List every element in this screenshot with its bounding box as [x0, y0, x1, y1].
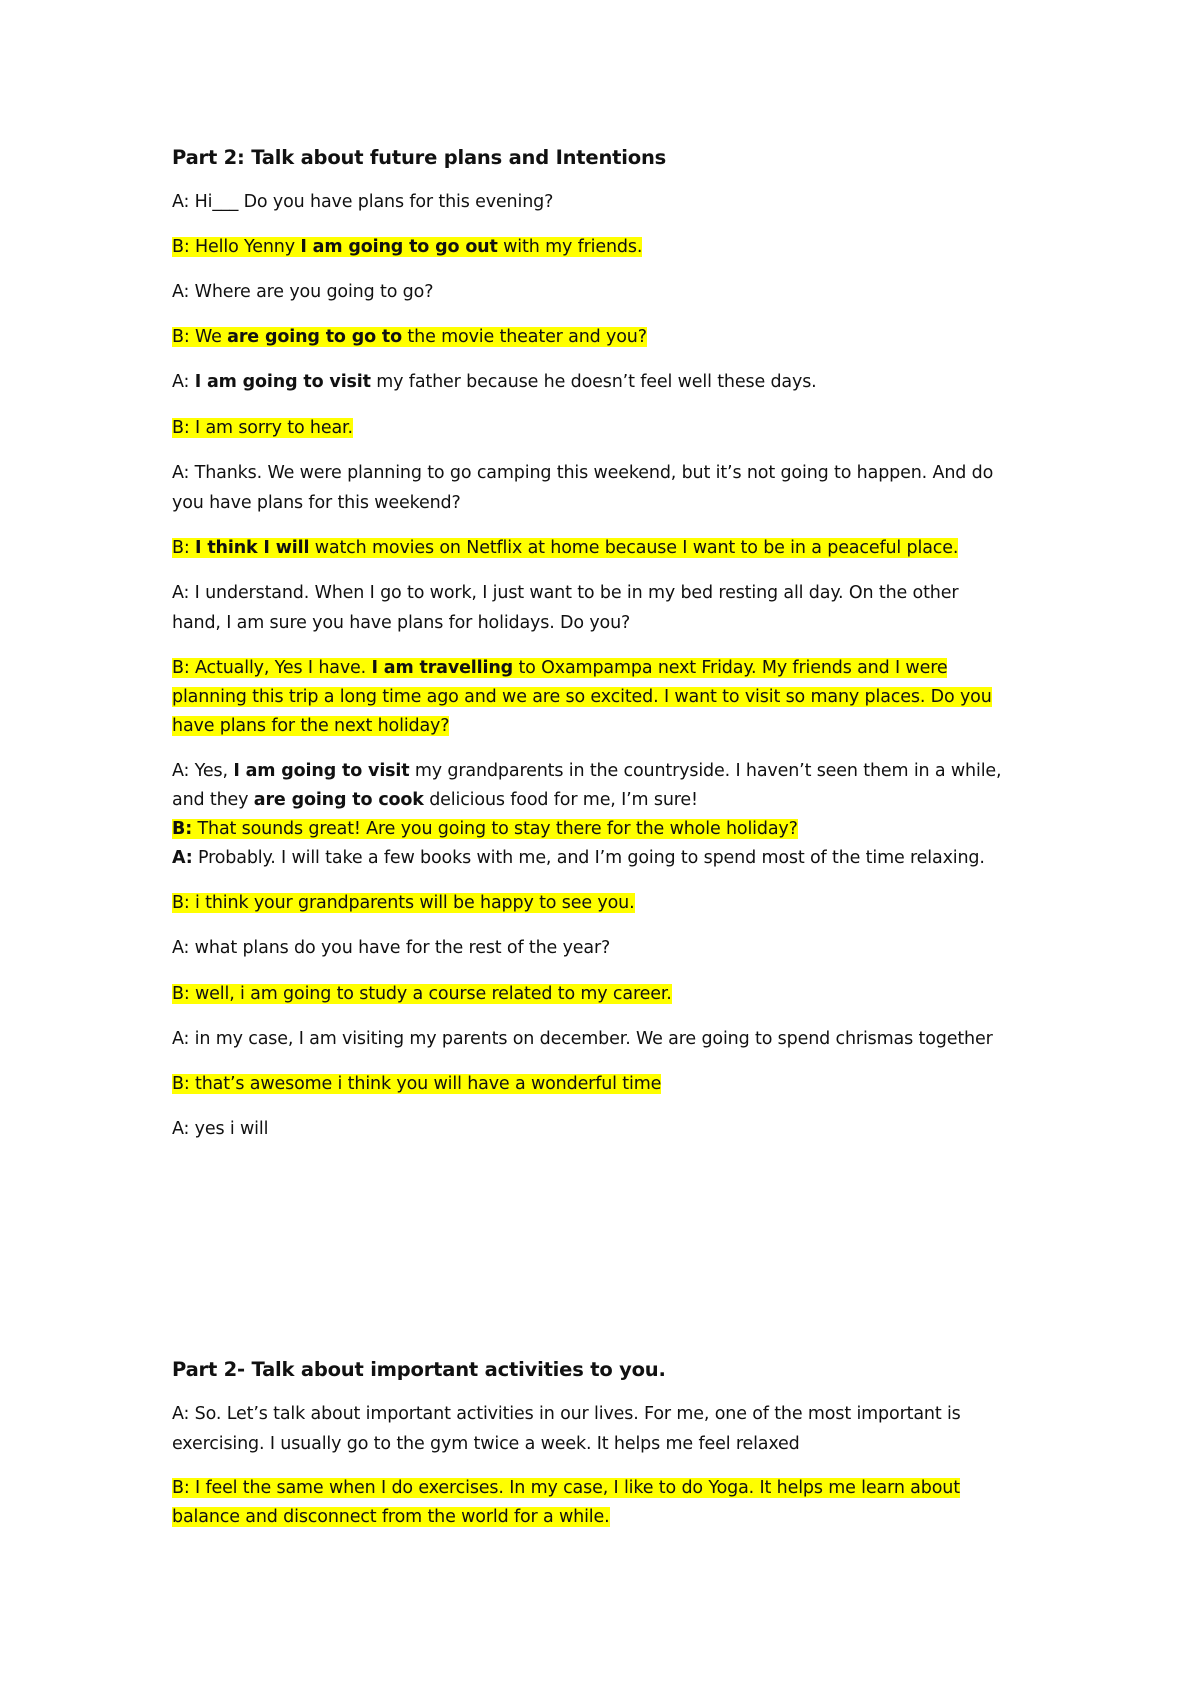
dialogue-line-2: [172, 233, 642, 262]
bold-phrase: I am going to visit: [194, 372, 371, 392]
highlighted-text: [172, 893, 635, 913]
text-run: A: yes i will: [172, 1119, 269, 1139]
text-run: A: Hi___ Do you have plans for this evening?: [172, 192, 554, 212]
text-run: the movie theater and you?: [402, 327, 647, 347]
dialogue-line-16: [172, 786, 698, 815]
dialogue-line-7: [172, 459, 993, 488]
text-run: A: I understand. When I go to work, I just want to be in my bed resting all day. On the other: [172, 583, 959, 603]
bold-phrase: I am going to visit: [233, 761, 410, 781]
dialogue-line-24: [172, 1115, 268, 1144]
dialogue-line-12: [172, 654, 947, 683]
bold-phrase: I am travelling: [371, 658, 514, 678]
text-run: B: We: [172, 327, 228, 347]
text-run: my father because he doesn’t feel well these days.: [370, 372, 817, 392]
text-run: B: Hello Yenny: [172, 237, 301, 257]
text-run: and they: [172, 790, 254, 810]
line-text: [172, 493, 461, 513]
line-text: [172, 938, 610, 958]
dialogue-line-11: [172, 609, 630, 638]
line-text: [172, 1434, 800, 1454]
dialogue-line-10: [172, 579, 958, 608]
highlighted-text: [172, 327, 647, 347]
text-run: That sounds great! Are you going to stay there for the whole holiday?: [192, 819, 798, 839]
line-text: [172, 761, 1001, 781]
dialogue-line-19: [172, 889, 635, 918]
dialogue-line-5: [172, 368, 817, 397]
text-run: A: what plans do you have for the rest of the year?: [172, 938, 611, 958]
dialogue-line-4: [172, 323, 647, 352]
dialogue-line-25: [172, 1400, 961, 1429]
highlighted-text: [172, 1507, 610, 1527]
line-text: [172, 790, 698, 810]
dialogue-line-18: [172, 844, 985, 873]
highlighted-text: [172, 984, 672, 1004]
line-text: [172, 282, 433, 302]
bold-phrase: A:: [172, 848, 193, 868]
bold-phrase: are going to go to: [227, 327, 403, 347]
text-run: Probably. I will take a few books with me, and I’m going to spend most of the time relaxing.: [192, 848, 985, 868]
highlighted-text: [172, 538, 958, 558]
bold-phrase: I think I will: [195, 538, 310, 558]
dialogue-line-22: [172, 1025, 993, 1054]
text-run: delicious food for me, I’m sure!: [423, 790, 698, 810]
text-run: A: Yes,: [172, 761, 234, 781]
text-run: have plans for the next holiday?: [172, 716, 450, 736]
bold-phrase: I am going to go out: [300, 237, 498, 257]
line-text: [172, 1029, 993, 1049]
text-run: A: So. Let’s talk about important activities in our lives. For me, one of the most important is: [172, 1404, 961, 1424]
dialogue-line-27: [172, 1474, 960, 1503]
line-text: [172, 1404, 961, 1424]
highlighted-text: [172, 1478, 960, 1498]
text-run: planning this trip a long time ago and we are so excited. I want to visit so many places. Do you: [172, 687, 992, 707]
text-run: my grandparents in the countryside. I haven’t seen them in a while,: [409, 761, 1002, 781]
highlighted-text: [172, 658, 947, 678]
dialogue-line-21: [172, 980, 672, 1009]
text-run: A: Thanks. We were planning to go camping this weekend, but it’s not going to happen. And do: [172, 463, 994, 483]
document-body: [172, 0, 1052, 1696]
bold-phrase: B:: [172, 819, 193, 839]
text-run: B: Actually, Yes I have.: [172, 658, 372, 678]
highlighted-text: [172, 1074, 661, 1094]
dialogue-line-23: [172, 1070, 661, 1099]
dialogue-line-14: [172, 712, 449, 741]
text-run: you have plans for this weekend?: [172, 493, 461, 513]
dialogue-line-28: [172, 1503, 610, 1532]
highlighted-text: [172, 716, 449, 736]
dialogue-line-9: [172, 534, 958, 563]
text-run: to Oxampampa next Friday. My friends and I were: [513, 658, 948, 678]
text-run: A: Where are you going to go?: [172, 282, 434, 302]
highlighted-text: [172, 418, 353, 438]
text-run: A:: [172, 372, 195, 392]
dialogue-line-15: [172, 757, 1001, 786]
text-run: exercising. I usually go to the gym twice a week. It helps me feel relaxed: [172, 1434, 800, 1454]
text-run: B: i think your grandparents will be happy to see you.: [172, 893, 635, 913]
highlighted-text: [172, 687, 992, 707]
dialogue-line-8: [172, 489, 461, 518]
text-run: A: in my case, I am visiting my parents on december. We are going to spend chrismas together: [172, 1029, 993, 1049]
bold-phrase: are going to cook: [253, 790, 424, 810]
dialogue-line-20: [172, 934, 610, 963]
dialogue-line-13: [172, 683, 992, 712]
dialogue-line-26: [172, 1430, 800, 1459]
line-text: [172, 848, 985, 868]
line-text: [172, 613, 630, 633]
text-run: B: I feel the same when I do exercises. In my case, I like to do Yoga. It helps me learn about: [172, 1478, 960, 1498]
line-text: [172, 583, 958, 603]
text-run: balance and disconnect from the world for a while.: [172, 1507, 610, 1527]
text-run: B:: [172, 538, 196, 558]
text-run: B: that’s awesome i think you will have a wonderful time: [172, 1074, 662, 1094]
section-heading-future-plans: Part 2: Talk about future plans and Intentions: [172, 146, 667, 169]
text-run: watch movies on Netflix at home because I want to be in a peaceful place.: [309, 538, 959, 558]
section-heading-important-activities: Part 2- Talk about important activities to you.: [172, 1358, 666, 1381]
dialogue-line-6: [172, 414, 353, 443]
text-run: B: I am sorry to hear.: [172, 418, 353, 438]
text-run: B: well, i am going to study a course related to my career.: [172, 984, 672, 1004]
text-run: with my friends.: [497, 237, 643, 257]
dialogue-line-1: [172, 188, 553, 217]
highlighted-text: [172, 819, 798, 839]
line-text: [172, 192, 553, 212]
highlighted-text: [172, 237, 642, 257]
dialogue-line-17: [172, 815, 798, 844]
line-text: [172, 1119, 268, 1139]
line-text: [172, 372, 817, 392]
line-text: [172, 463, 993, 483]
dialogue-line-3: [172, 278, 433, 307]
text-run: hand, I am sure you have plans for holidays. Do you?: [172, 613, 631, 633]
